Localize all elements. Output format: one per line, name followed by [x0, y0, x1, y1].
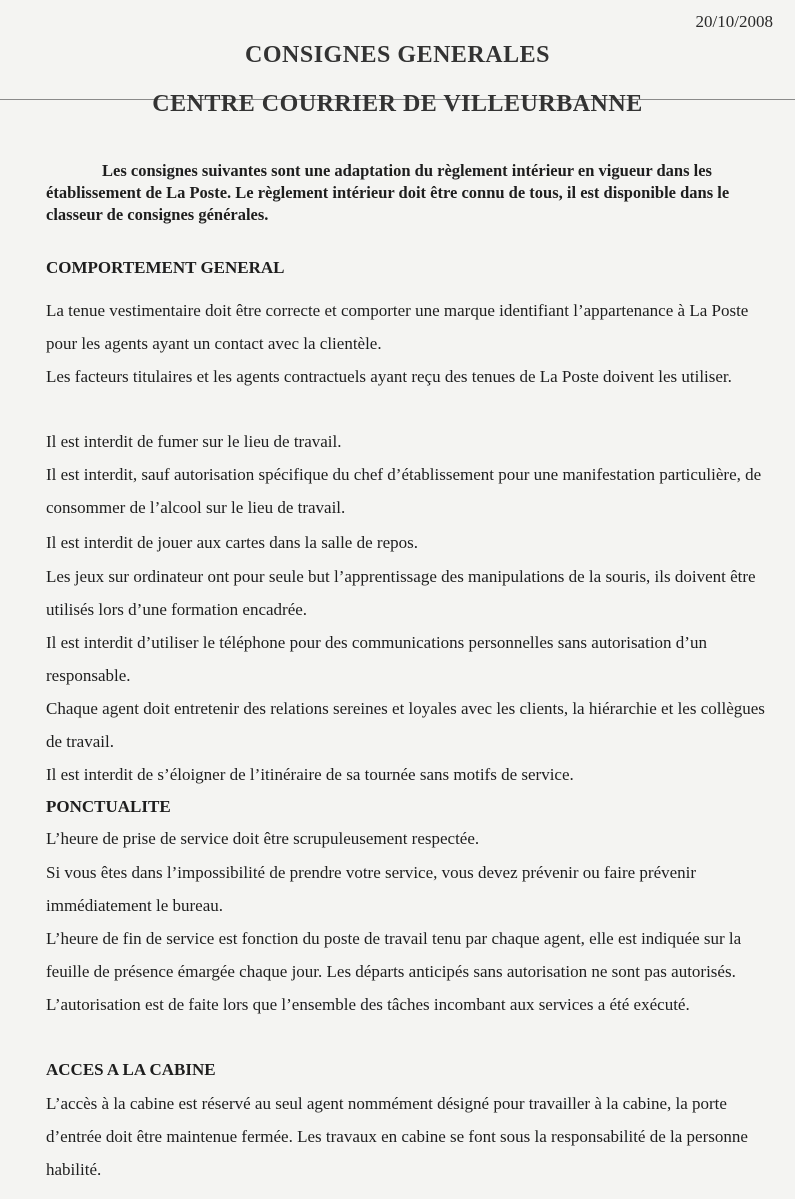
section-heading-cabine: ACCES A LA CABINE — [46, 1060, 216, 1079]
paragraph: Les facteurs titulaires et les agents contractuels ayant reçu des tenues de La Poste doivent les utiliser. — [46, 367, 732, 386]
paragraph: Il est interdit d’utiliser le téléphone pour des communications personnelles sans autorisation d’un responsable. — [46, 633, 707, 685]
section-heading-ponctualite: PONCTUALITE — [46, 797, 171, 816]
paragraph: Il est interdit de s’éloigner de l’itinéraire de sa tournée sans motifs de service. — [46, 765, 574, 784]
paragraph: L’heure de prise de service doit être scrupuleusement respectée. — [46, 829, 480, 848]
paragraph: Les jeux sur ordinateur ont pour seule but l’apprentissage des manipulations de la souris, ils doivent être utilisés lors d’une formation encadrée. — [46, 567, 756, 619]
paragraph: Il est interdit de jouer aux cartes dans la salle de repos. — [46, 533, 418, 552]
paragraph: La tenue vestimentaire doit être correcte et comporter une marque identifiant l’appartenance à La Poste pour les agents ayant un contact avec la clientèle. — [46, 301, 749, 353]
paragraph: L’accès à la cabine est réservé au seul agent nommément désigné pour travailler à la cabine, la porte d’entrée doit être maintenue fermée. Les travaux en cabine se font sous la responsabilité de la personne habilité. — [46, 1094, 748, 1179]
paragraph: Il est interdit, sauf autorisation spécifique du chef d’établissement pour une manifestation particulière, de consommer de l’alcool sur le lieu de travail. — [46, 465, 762, 517]
paragraph: Si vous êtes dans l’impossibilité de prendre votre service, vous devez prévenir ou faire prévenir immédiatement le bureau. — [46, 863, 697, 915]
document-date: 20/10/2008 — [695, 12, 773, 31]
paragraph: Il est interdit de fumer sur le lieu de travail. — [46, 432, 342, 451]
document-subtitle: CENTRE COURRIER DE VILLEURBANNE — [152, 91, 643, 117]
paragraph: L’heure de fin de service est fonction du poste de travail tenu par chaque agent, elle est indiquée sur la feuille de présence émargée chaque jour. Les départs anticipés sans autorisation ne sont pas autorisés. L’autorisation est de faite lors que l’ensemble des tâches incombant aux services a été exécuté. — [46, 929, 742, 1014]
paragraph: Chaque agent doit entretenir des relations sereines et loyales avec les clients, la hiérarchie et les collègues de travail. — [46, 699, 765, 751]
section-heading-comportement: COMPORTEMENT GENERAL — [46, 258, 285, 277]
document-title: CONSIGNES GENERALES — [245, 42, 550, 68]
intro-paragraph: Les consignes suivantes sont une adaptation du règlement intérieur en vigueur dans les établissement de La Poste. Le règlement intérieur doit être connu de tous, il est disponible dans le classeur de consignes générales. — [46, 161, 730, 224]
